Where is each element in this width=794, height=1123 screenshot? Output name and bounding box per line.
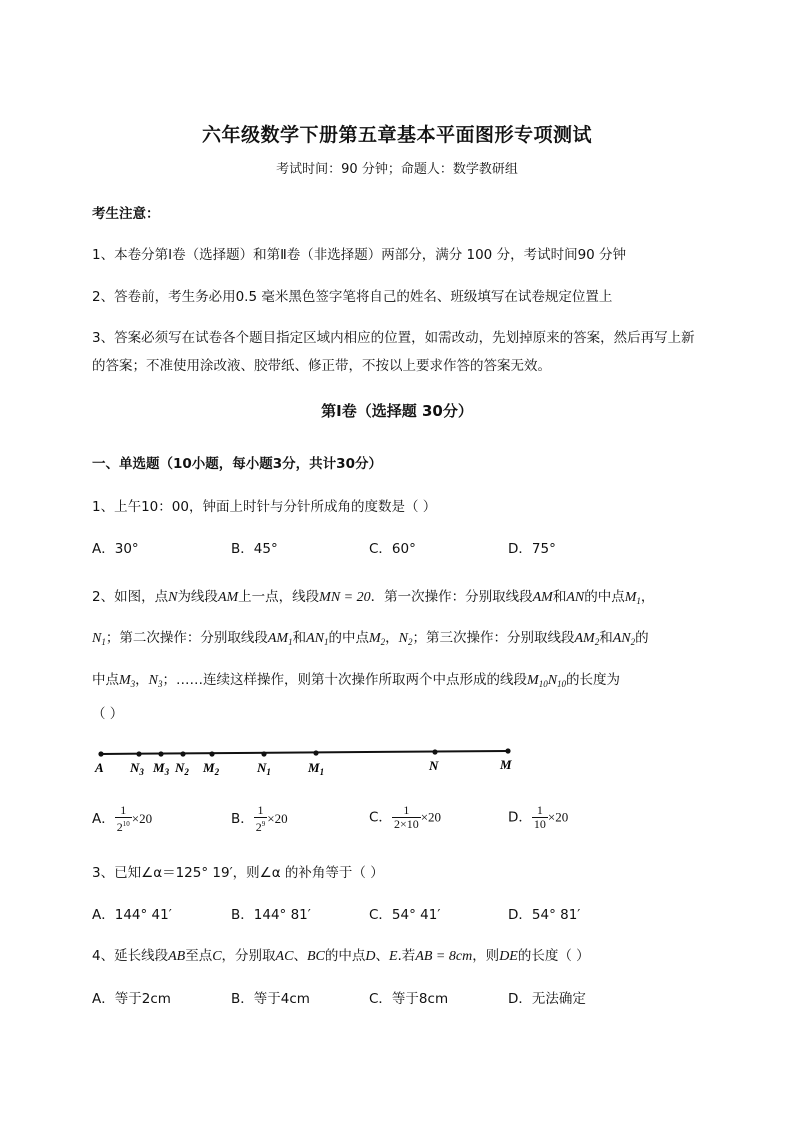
- q3-option-c: C．54° 41′: [369, 907, 441, 923]
- notice-item-3-cont: 的答案；不准使用涂改液、胶带纸、修正带，不按以上要求作答的答案无效。: [92, 358, 551, 374]
- q1-option-a: A．30°: [92, 541, 139, 557]
- label-n: N: [429, 758, 439, 773]
- label-m2: $M_2$: [203, 760, 220, 777]
- q2-option-a: A． $\frac{1}{2^{10}}$ ×20: [92, 803, 153, 834]
- q3-option-a: A．144° 41′: [92, 907, 172, 923]
- part-title: 一、单选题（10小题，每小题3分，共计30分）: [92, 456, 382, 472]
- q4-option-d: D．无法确定: [508, 991, 586, 1007]
- q2-option-c: C． $\frac{1}{2\times 10}$ ×20: [369, 803, 442, 831]
- label-n2: $N_2$: [175, 760, 189, 777]
- point-n: [432, 749, 437, 754]
- q4-stem: 4、延长线段AB至点C，分别取AC、BC的中点D、E.若AB = 8cm，则DE的长度（ ）: [92, 948, 590, 964]
- notice-item-2: 2、答卷前，考生务必用0.5 毫米黑色签字笔将自己的姓名、班级填写在试卷规定位置上: [92, 289, 613, 305]
- q2-option-d: D． $\frac{1}{10}$ ×20: [508, 803, 569, 831]
- q1-option-d: D．75°: [508, 541, 556, 557]
- notice-item-1: 1、本卷分第Ⅰ卷（选择题）和第Ⅱ卷（非选择题）两部分，满分 100 分，考试时间90 分钟: [92, 247, 627, 263]
- q1-option-c: C．60°: [369, 541, 416, 557]
- q4-option-c: C．等于8cm: [369, 991, 449, 1007]
- exam-subtitle: 考试时间：90 分钟；命题人：数学教研组: [276, 162, 518, 177]
- point-n3: [136, 751, 141, 756]
- q2-option-b: B． $\frac{1}{2^9}$ ×20: [231, 803, 288, 834]
- point-n1: [261, 751, 266, 756]
- q2-line-1: 2、如图，点N为线段AM上一点，线段MN = 20．第一次操作：分别取线段AM和AN的中点$M_1$，: [92, 589, 655, 606]
- q4-option-a: A．等于2cm: [92, 991, 171, 1007]
- notice-heading: 考生注意：: [92, 206, 160, 222]
- q1-option-b: B．45°: [231, 541, 278, 557]
- point-a: [98, 751, 103, 756]
- section-title: 第Ⅰ卷（选择题 30分）: [321, 402, 473, 420]
- label-n1: $N_1$: [257, 760, 271, 777]
- page-title: 六年级数学下册第五章基本平面图形专项测试: [201, 124, 592, 146]
- label-m: M: [500, 757, 512, 772]
- point-n2: [180, 751, 185, 756]
- q4-option-b: B．等于4cm: [231, 991, 310, 1007]
- q2-line-2: $N_1$；第二次操作：分别取线段$AM_1$和$AN_1$的中点$M_2$，$N_2$；第三次操作：分别取线段$AM_2$和$AN_2$的: [92, 630, 649, 647]
- notice-item-3: 3、答案必须写在试卷各个题目指定区域内相应的位置，如需改动，先划掉原来的答案，然后再写上新: [92, 330, 695, 346]
- q2-answer-blank: （ ）: [92, 706, 124, 722]
- point-m3: [158, 751, 163, 756]
- label-m1: $M_1$: [308, 760, 325, 777]
- point-m2: [209, 751, 214, 756]
- segment-diagram: [90, 738, 520, 778]
- label-a: A: [95, 760, 104, 775]
- label-m3: $M_3$: [153, 760, 170, 777]
- q3-stem: 3、已知∠α＝125° 19′，则∠α 的补角等于（ ）: [92, 865, 384, 881]
- label-n3: $N_3$: [130, 760, 144, 777]
- q2-line-3: 中点$M_3$，$N_3$；……连续这样操作，则第十次操作所取两个中点形成的线段$M_{10}N_{10}$的长度为: [92, 672, 621, 689]
- q3-option-d: D．54° 81′: [508, 907, 581, 923]
- q3-option-b: B．144° 81′: [231, 907, 311, 923]
- point-m: [505, 748, 510, 753]
- point-m1: [313, 750, 318, 755]
- q1-stem: 1、上午10：00，钟面上时针与分针所成角的度数是（ ）: [92, 499, 437, 515]
